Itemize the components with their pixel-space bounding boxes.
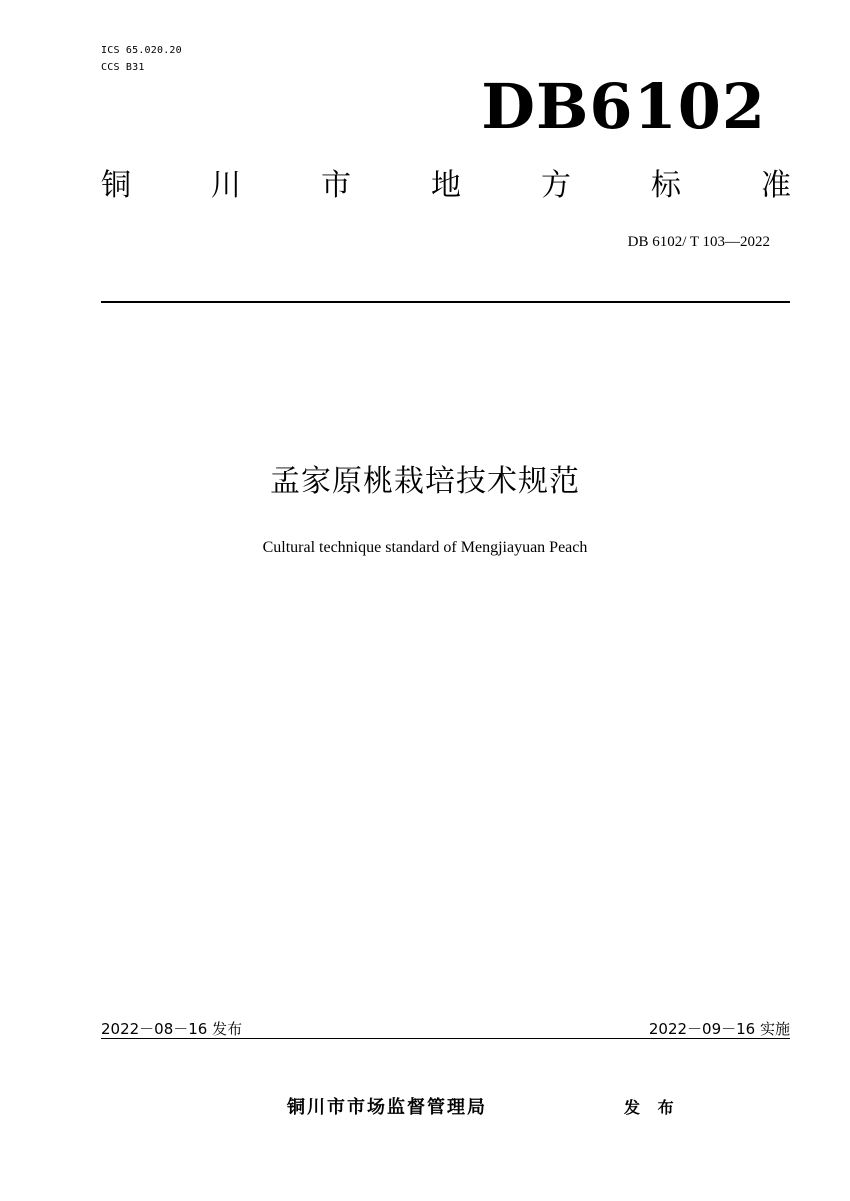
ccs-code: CCS B31 <box>101 62 145 73</box>
standard-type-char: 川 <box>211 168 241 203</box>
standard-number: DB 6102/ T 103—2022 <box>627 234 770 250</box>
standard-type-char: 准 <box>761 168 791 203</box>
footer-divider <box>101 1038 790 1039</box>
issuing-authority: 铜川市市场监督管理局 <box>287 1097 487 1118</box>
header-divider <box>101 301 790 303</box>
document-title-chinese: 孟家原桃栽培技术规范 <box>270 464 580 499</box>
standard-type-char: 标 <box>651 168 681 203</box>
standard-type-char: 地 <box>431 168 461 203</box>
publish-date: 2022－08－16 发布 <box>101 1020 243 1038</box>
standard-type-char: 铜 <box>101 168 131 203</box>
standard-type-char: 方 <box>541 168 571 203</box>
document-title-english: Cultural technique standard of Mengjiayuan Peach <box>262 539 588 556</box>
implementation-date: 2022－09－16 实施 <box>648 1020 790 1038</box>
ics-code: ICS 65.020.20 <box>101 45 182 56</box>
standard-type-char: 市 <box>321 168 351 203</box>
issue-label: 发 布 <box>624 1098 680 1117</box>
standard-code-logo: DB6102 <box>481 70 766 143</box>
standard-type-heading <box>101 166 791 206</box>
